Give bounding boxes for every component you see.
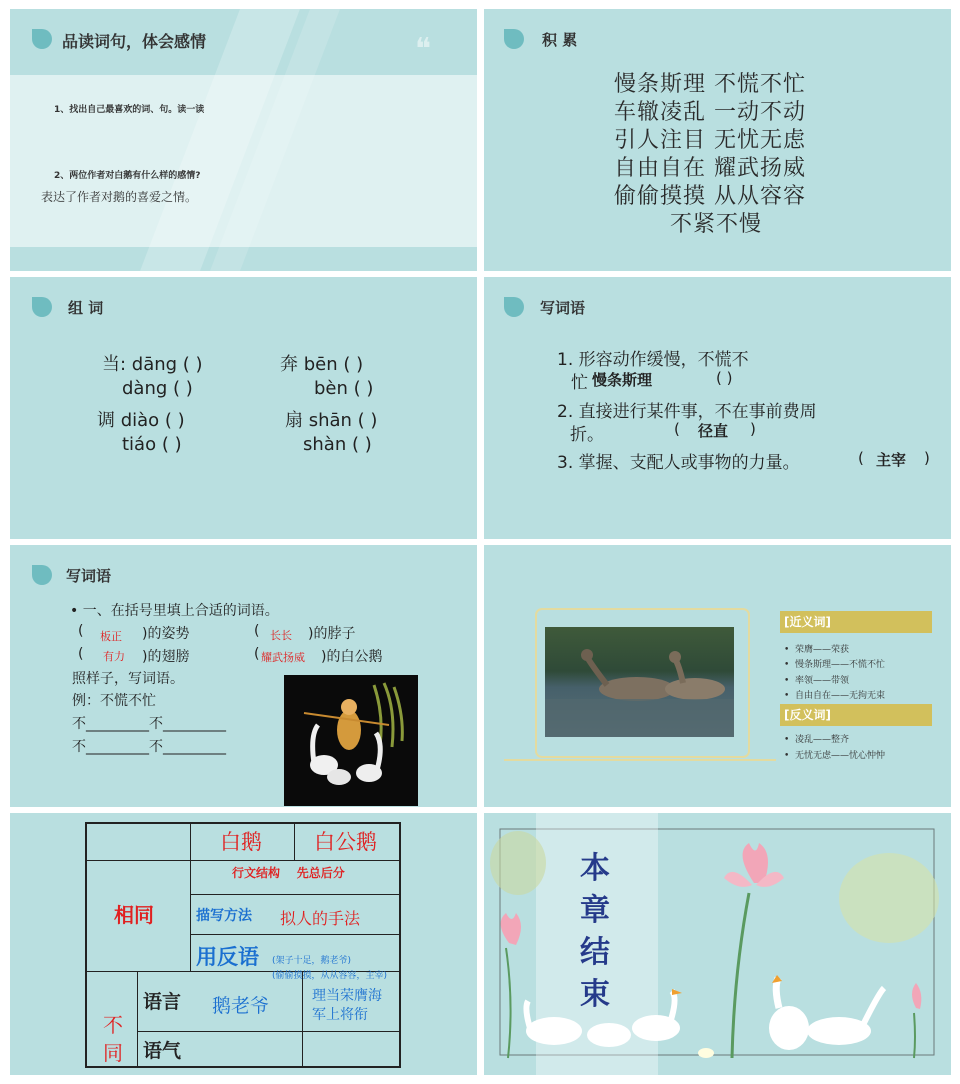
slide-write-words[interactable] bbox=[484, 277, 951, 539]
exercise-instruction: • 一、在括号里填上合适的词语。 bbox=[70, 603, 279, 619]
word-row: 慢条斯理 不慌不忙 bbox=[614, 72, 806, 97]
phrase-tail: )的脖子 bbox=[308, 626, 356, 642]
leaf-icon bbox=[32, 565, 52, 585]
pinyin-item: 当: dāng ( ) bbox=[102, 354, 203, 375]
antonym-item: • 无忧无虑——忧心忡忡 bbox=[784, 751, 886, 761]
language-a: 鹅老爷 bbox=[212, 995, 270, 1017]
phrase-tail: )的白公鹅 bbox=[321, 649, 383, 665]
irony-label: 用反语 bbox=[196, 945, 259, 969]
table-divider bbox=[190, 894, 401, 895]
structure-row: 行文结构 先总后分 bbox=[232, 866, 345, 880]
paren-open: ( bbox=[78, 623, 84, 639]
label-language: 语言 bbox=[143, 991, 182, 1013]
question-2: 2、两位作者对白鹅有什么样的感情? bbox=[54, 171, 201, 181]
label-tone: 语气 bbox=[143, 1040, 182, 1062]
synonym-item: • 自由自在——无拘无束 bbox=[784, 691, 886, 701]
synonym-item: • 率领——带领 bbox=[784, 676, 850, 686]
end-char: 章 bbox=[580, 893, 610, 928]
slide-accumulation[interactable] bbox=[484, 9, 951, 271]
word-row: 引人注目 无忧无虑 bbox=[614, 128, 806, 153]
pinyin-item: 奔 bēn ( ) bbox=[280, 354, 364, 375]
word-row: 车辙凌乱 一动不动 bbox=[614, 100, 806, 125]
end-char: 本 bbox=[580, 851, 610, 886]
photo-art bbox=[545, 627, 734, 737]
fill-answer: 耀武扬威 bbox=[261, 651, 305, 664]
table-border bbox=[85, 822, 87, 1068]
language-b-2: 军上将衔 bbox=[312, 1007, 368, 1023]
pinyin-item: tiáo ( ) bbox=[122, 434, 182, 455]
table-divider bbox=[190, 822, 191, 972]
slide-title: 品读词句，体会感情 bbox=[62, 32, 207, 51]
slide-title: 组 词 bbox=[68, 299, 104, 317]
paren-open: ( bbox=[78, 646, 84, 662]
leaf-icon bbox=[32, 297, 52, 317]
header-white-gander: 白公鹅 bbox=[314, 830, 377, 854]
phrase-tail: )的姿势 bbox=[142, 626, 190, 642]
answer-3: 主宰 bbox=[876, 451, 907, 469]
leaf-icon bbox=[32, 29, 52, 49]
fill-answer: 有力 bbox=[103, 650, 125, 663]
blank-line: 不_________不_________ bbox=[72, 716, 226, 732]
definition-3: 3. 掌握、支配人或事物的力量。 bbox=[557, 453, 800, 473]
paren-open: ( bbox=[254, 646, 260, 662]
table-divider bbox=[85, 860, 401, 861]
slide-title: 写词语 bbox=[66, 567, 112, 585]
svg-text:❝: ❝ bbox=[415, 32, 432, 67]
paren-open: ( bbox=[254, 623, 260, 639]
slide-word-groups[interactable] bbox=[10, 277, 477, 539]
table-divider bbox=[302, 971, 303, 1068]
slide-chapter-end[interactable] bbox=[484, 813, 951, 1075]
table-divider bbox=[137, 971, 138, 1068]
pinyin-item: bèn ( ) bbox=[314, 378, 374, 399]
word-row: 自由自在 耀武扬威 bbox=[614, 156, 806, 181]
instruction-2: 照样子，写词语。 bbox=[72, 671, 184, 687]
paren-2-close: ) bbox=[750, 420, 756, 438]
slide-synonyms-antonyms[interactable] bbox=[484, 545, 951, 807]
answer-text: 表达了作者对鹅的喜爱之情。 bbox=[41, 190, 198, 204]
paren-1: ( ) bbox=[716, 369, 733, 387]
table-divider bbox=[190, 934, 401, 935]
paren-2-open: ( bbox=[674, 420, 680, 438]
slide-write-words-exercise[interactable] bbox=[10, 545, 477, 807]
leaf-icon bbox=[504, 297, 524, 317]
table-divider bbox=[137, 1031, 401, 1032]
pinyin-item: 调 diào ( ) bbox=[97, 410, 185, 431]
example-line: 例：不慌不忙 bbox=[72, 693, 156, 709]
illustration-art bbox=[284, 675, 418, 806]
fill-answer: 板正 bbox=[100, 630, 122, 643]
end-char: 结 bbox=[580, 935, 610, 970]
goose-boy-illustration bbox=[284, 675, 418, 806]
slide-title: 写词语 bbox=[540, 299, 586, 317]
table-divider bbox=[294, 822, 295, 860]
slide-comparison-table[interactable] bbox=[10, 813, 477, 1075]
pinyin-item: dàng ( ) bbox=[122, 378, 193, 399]
fill-answer: 长长 bbox=[270, 629, 292, 642]
irony-note-1: (架子十足，鹅老爷) bbox=[272, 956, 352, 966]
label-diff-1: 不 bbox=[103, 1013, 123, 1037]
definition-2: 2. 直接进行某件事，不在事前费周 bbox=[557, 402, 817, 422]
header-white-goose: 白鹅 bbox=[220, 830, 262, 854]
synonym-item: • 慢条斯理——不慌不忙 bbox=[784, 660, 886, 670]
table-border bbox=[85, 822, 401, 824]
slide-title: 积 累 bbox=[542, 31, 578, 49]
definition-2-cont: 折。 bbox=[570, 425, 604, 445]
goose-photo bbox=[545, 627, 734, 737]
end-char: 束 bbox=[580, 977, 610, 1012]
irony-note-2: (偷偷摸摸，从从容容，主宰) bbox=[272, 971, 388, 981]
table-border bbox=[85, 1066, 401, 1068]
definition-1: 1. 形容动作缓慢，不慌不 bbox=[557, 350, 749, 370]
label-diff-2: 同 bbox=[103, 1041, 123, 1065]
synonym-item: • 荣膺——荣获 bbox=[784, 645, 850, 655]
lotus-goose-art bbox=[484, 813, 951, 1075]
paren-3-close: ) bbox=[924, 449, 930, 467]
method-value: 拟人的手法 bbox=[280, 909, 361, 928]
definition-1-cont: 忙 bbox=[571, 373, 588, 393]
antonym-tag: [反义词] bbox=[780, 704, 932, 726]
label-same: 相同 bbox=[114, 903, 154, 927]
pinyin-item: shàn ( ) bbox=[303, 434, 372, 455]
slide-reading-feelings[interactable] bbox=[10, 9, 477, 271]
antonym-item: • 凌乱——整齐 bbox=[784, 735, 850, 745]
answer-1: 慢条斯理 bbox=[592, 371, 653, 389]
synonym-tag: [近义词] bbox=[780, 611, 932, 633]
method-label: 描写方法 bbox=[196, 908, 252, 924]
phrase-tail: )的翅膀 bbox=[142, 649, 190, 665]
pinyin-item: 扇 shān ( ) bbox=[285, 410, 378, 431]
word-row: 不紧不慢 bbox=[670, 212, 763, 237]
answer-2: 径直 bbox=[698, 422, 729, 440]
leaf-icon bbox=[504, 29, 524, 49]
word-row: 偷偷摸摸 从从容容 bbox=[614, 184, 806, 209]
blank-line: 不_________不_________ bbox=[72, 739, 226, 755]
paren-3-open: ( bbox=[858, 449, 864, 467]
question-1: 1、找出自己最喜欢的词、句。读一读 bbox=[54, 105, 205, 115]
language-b-1: 理当荣膺海 bbox=[312, 988, 382, 1004]
